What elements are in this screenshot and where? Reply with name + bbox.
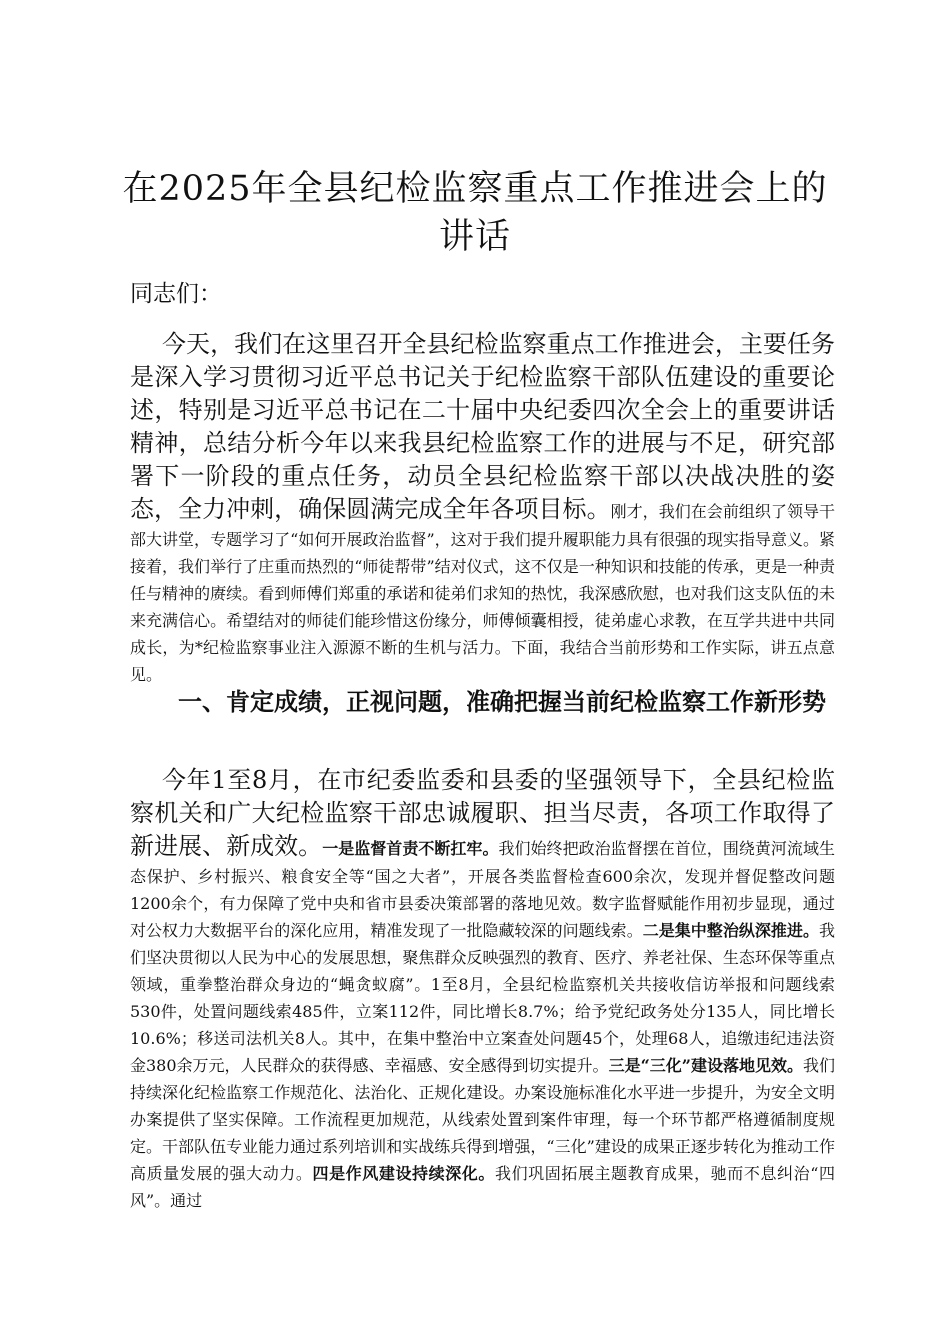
achievements-text [130,839,835,1210]
point-4-lead: 四是作风建设持续深化。 [312,1164,495,1183]
point-1-lead: 一是监督首责不断扛牢。 [322,839,499,858]
title-line-2: 讲话 [438,217,511,257]
point-4-text: 我们巩固拓展主题教育成果，驰而不息纠治“四风”。通过 [130,1164,835,1210]
intro-large-text: 今天，我们在这里召开全县纪检监察重点工作推进会，主要任务是深入学习贯彻习近平总书记关于纪检监察干部队伍建设的重要论述，特别是习近平总书记在二十届中央纪委四次全会上的重要讲话精神，总结分析今年以来我县纪检监察工作的进展与不足，研究部署下一阶段的重点任务，动员全县纪检监察干部以决战决胜的姿态，全力冲刺，确保圆满完成全年各项目标。 [130,330,835,523]
intro-small-text: 刚才，我们在会前组织了领导干部大讲堂，专题学习了“如何开展政治监督”，这对于我们提升履职能力具有很强的现实指导意义。紧接着，我们举行了庄重而热烈的“师徒帮带”结对仪式，这不仅是一种知识和技能的传承，更是一种责任与精神的赓续。看到师傅们郑重的承诺和徒弟们求知的热忱，我深感欣慰，也对我们这支队伍的未来充满信心。希望结对的师徒们能珍惜这份缘分，师傅倾囊相授，徒弟虚心求教，在互学共进中共同成长，为*纪检监察事业注入源源不断的生机与活力。下面，我结合当前形势和工作实际，讲五点意见。 [130,502,835,684]
title-line-1: 在2025年全县纪检监察重点工作推进会上的 [122,169,828,209]
document-title [100,165,850,261]
greeting: 同志们： [130,281,222,307]
achievements-intro: 今年1至8月，在市纪委监委和县委的坚强领导下，全县纪检监察机关和广大纪检监察干部忠诚履职、担当尽责，各项工作取得了新进展、新成效。 [130,766,835,860]
point-2-text: 我们坚决贯彻以人民为中心的发展思想，聚焦群众反映强烈的教育、医疗、养老社保、生态环保等重点领域，重拳整治群众身边的“蝇贪蚁腐”。1至8月，全县纪检监察机关共接收信访举报和问题线索530件，处置问题线索485件，立案112件，同比增长8.7%；给予党纪政务处分135人，同比增长10.6%；移送司法机关8人。其中，在集中整治中立案查处问题45个，处理68人，追缴违纪违法资金380余万元，人民群众的获得感、幸福感、安全感得到切实提升。 [130,921,835,1075]
paragraph-intro [130,328,835,688]
point-2-lead: 二是集中整治纵深推进。 [642,921,819,940]
point-3-text: 我们持续深化纪检监察工作规范化、法治化、正规化建设。办案设施标准化水平进一步提升，为安全文明办案提供了坚实保障。工作流程更加规范，从线索处置到案件审理，每一个环节都严格遵循制度规定。干部队伍专业能力通过系列培训和实战练兵得到增强，“三化”建设的成果正逐步转化为推动工作高质量发展的强大动力。 [130,1056,835,1183]
point-3-lead: 三是“三化”建设落地见效。 [608,1056,803,1075]
section-heading-1: 一、肯定成绩，正视问题，准确把握当前纪检监察工作新形势 [178,687,826,716]
point-1-text: 我们始终把政治监督摆在首位，围绕黄河流域生态保护、乡村振兴、粮食安全等“国之大者”，开展各类监督检查600余次，发现并督促整改问题1200余个，有力保障了党中央和省市县委决策部署的落地见效。数字监督赋能作用初步显现，通过对公权力大数据平台的深化应用，精准发现了一批隐藏较深的问题线索。 [130,839,835,940]
paragraph-achievements [130,764,835,1214]
